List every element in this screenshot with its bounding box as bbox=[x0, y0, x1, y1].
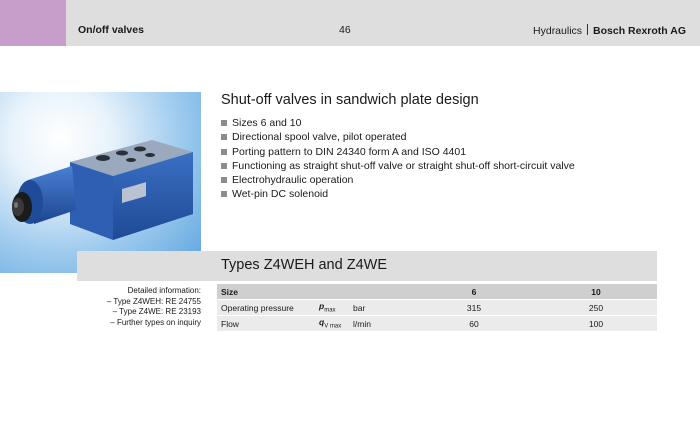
info-heading: Detailed information: bbox=[127, 286, 201, 295]
row-value-size6: 60 bbox=[413, 316, 535, 332]
info-line: – Type Z4WE: RE 23193 bbox=[112, 307, 201, 316]
feature-item: Sizes 6 and 10 bbox=[221, 116, 575, 130]
row-value-size10: 250 bbox=[535, 300, 657, 316]
feature-item: Directional spool valve, pilot operated bbox=[221, 130, 575, 144]
page-header bbox=[0, 0, 700, 46]
company-name: Bosch Rexroth AG bbox=[593, 25, 686, 37]
row-value-size6: 315 bbox=[413, 300, 535, 316]
valve-illustration bbox=[0, 92, 201, 273]
table-row bbox=[217, 300, 657, 316]
detailed-information bbox=[60, 286, 201, 328]
row-label: Flow bbox=[217, 316, 315, 332]
row-label: Operating pressure bbox=[217, 300, 315, 316]
header-divider bbox=[587, 24, 588, 35]
table-row bbox=[217, 316, 657, 332]
section-color-tab bbox=[0, 0, 66, 46]
feature-list bbox=[221, 116, 575, 202]
table-header-row bbox=[217, 284, 657, 300]
feature-item: Wet-pin DC solenoid bbox=[221, 187, 575, 201]
row-unit: bar bbox=[349, 300, 413, 316]
info-line: – Further types on inquiry bbox=[110, 317, 201, 327]
size-header: Size bbox=[217, 284, 315, 300]
section-title: On/off valves bbox=[78, 24, 144, 36]
category-label: Hydraulics bbox=[533, 25, 583, 37]
info-line: – Type Z4WEH: RE 24755 bbox=[106, 296, 201, 306]
row-symbol: $p_{max}$ bbox=[315, 300, 349, 316]
feature-item: Porting pattern to DIN 24340 form A and ISO 4401 bbox=[221, 145, 575, 159]
feature-item: Electrohydraulic operation bbox=[221, 173, 575, 187]
page-number: 46 bbox=[339, 24, 351, 36]
header-brand bbox=[533, 24, 686, 37]
size-10-header: 10 bbox=[535, 284, 657, 300]
row-symbol: $q_{V max}$ bbox=[315, 316, 349, 332]
size-6-header: 6 bbox=[413, 284, 535, 300]
feature-item: Functioning as straight shut-off valve or straight shut-off short-circuit valve bbox=[221, 159, 575, 173]
specification-table bbox=[217, 284, 657, 332]
product-photo bbox=[0, 92, 201, 273]
row-value-size10: 100 bbox=[535, 316, 657, 332]
types-title: Types Z4WEH and Z4WE bbox=[221, 257, 387, 273]
row-unit: l/min bbox=[349, 316, 413, 332]
product-title: Shut-off valves in sandwich plate design bbox=[221, 92, 479, 108]
